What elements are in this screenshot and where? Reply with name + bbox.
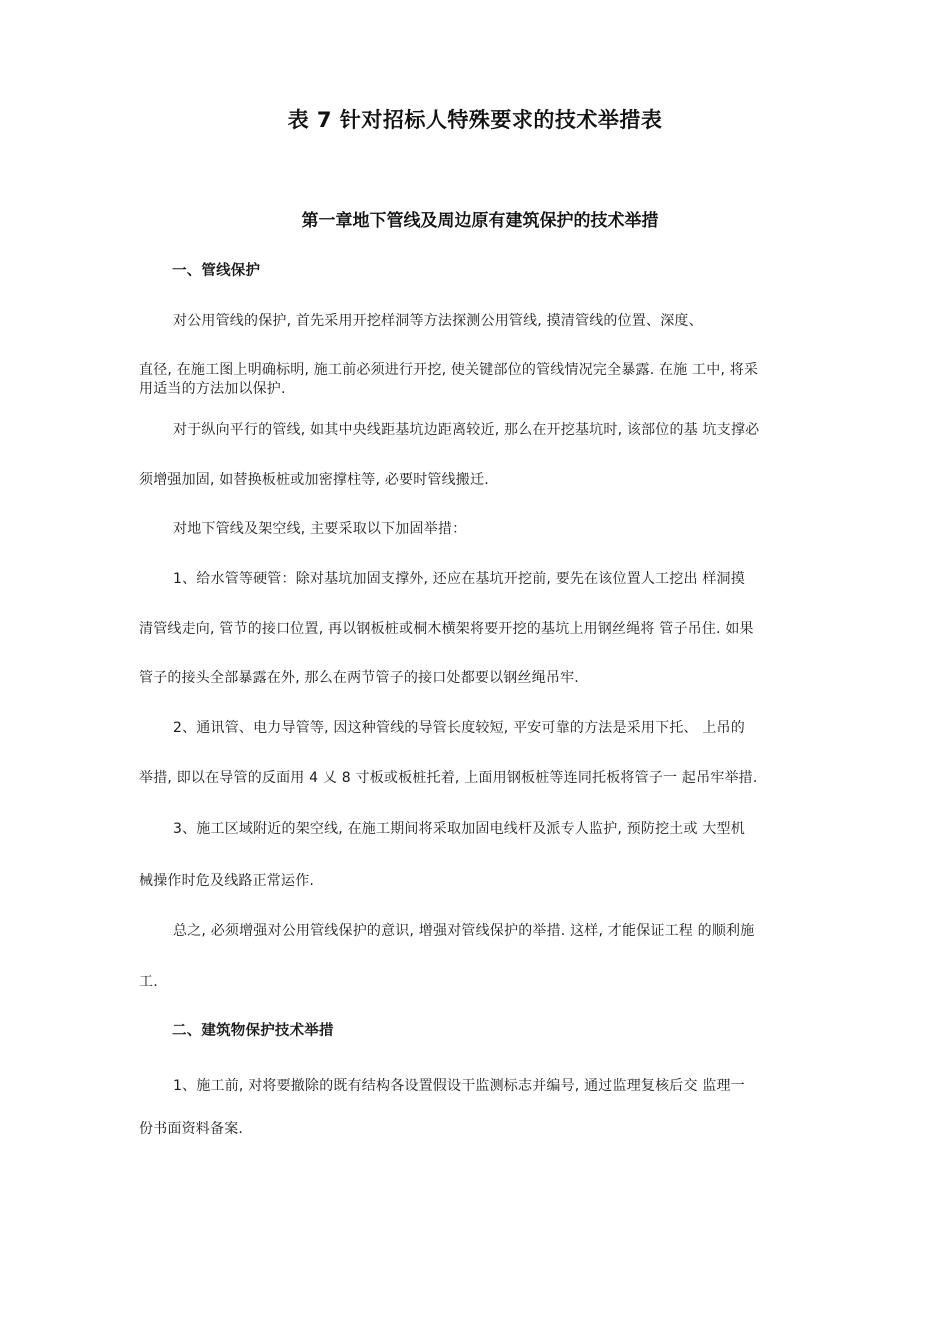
paragraph-line: 对地下管线及架空线, 主要采取以下加固举措： [173, 521, 467, 537]
paragraph-line: 须增强加固, 如替换板桩或加密撑柱等, 必要时管线搬迁. [139, 472, 489, 488]
paragraph-line: 直径, 在施工图上明确标明, 施工前必须进行开挖, 使关键部位的管线情况完全暴露. 在施 工中, 将采 [139, 362, 759, 378]
paragraph-line: 总之, 必须增强对公用管线保护的意识, 增强对管线保护的举措. 这样, 才能保证工程 的顺利施 [173, 923, 755, 939]
list-item-line: 械操作时危及线路正常运作. [139, 873, 315, 889]
list-item-line: 管子的接头全部暴露在外, 那么在两节管子的接口处都要以钢丝绳吊牢. [139, 670, 579, 686]
chapter-title: 第一章地下管线及周边原有建筑保护的技术举措 [301, 211, 659, 231]
list-item-line: 1、给水管等硬管：除对基坑加固支撑外, 还应在基坑开挖前, 要先在该位置人工挖出 样洞摸 [173, 571, 745, 587]
section-heading-pipeline-protection: 一、管线保护 [172, 263, 261, 279]
paragraph-line: 工. [139, 974, 158, 990]
list-item-line: 份书面资料备案. [139, 1121, 244, 1137]
section-heading-building-protection: 二、建筑物保护技术举措 [172, 1023, 334, 1039]
list-item-line: 3、施工区域附近的架空线, 在施工期间将采取加固电线杆及派专人监护, 预防挖土或 大型机 [173, 821, 745, 837]
list-item-line: 举措, 即以在导管的反面用 4 乂 8 寸板或板桩托着, 上面用钢板桩等连同托板将管子一 起吊牢举措. [139, 770, 758, 786]
list-item-line: 清管线走向, 管节的接口位置, 再以钢板桩或桐木横架将要开挖的基坑上用钢丝绳将 管子吊住. 如果 [139, 621, 754, 637]
list-item-line: 1、施工前, 对将要撤除的既有结构各设置假设干监测标志并编号, 通过监理复核后交 监理一 [173, 1078, 745, 1094]
document-title: 表 7 针对招标人特殊要求的技术举措表 [287, 108, 663, 132]
paragraph-line: 对公用管线的保护, 首先采用开挖样洞等方法探测公用管线, 摸清管线的位置、深度、 [173, 313, 703, 329]
list-item-line: 2、通讯管、电力导管等, 因这种管线的导管长度较短, 平安可靠的方法是采用下托、 上吊的 [173, 720, 745, 736]
paragraph-line: 对于纵向平行的管线, 如其中央线距基坑边距离较近, 那么在开挖基坑时, 该部位的基 坑支撑必 [173, 422, 760, 438]
paragraph-line: 用适当的方法加以保护. [139, 381, 286, 397]
